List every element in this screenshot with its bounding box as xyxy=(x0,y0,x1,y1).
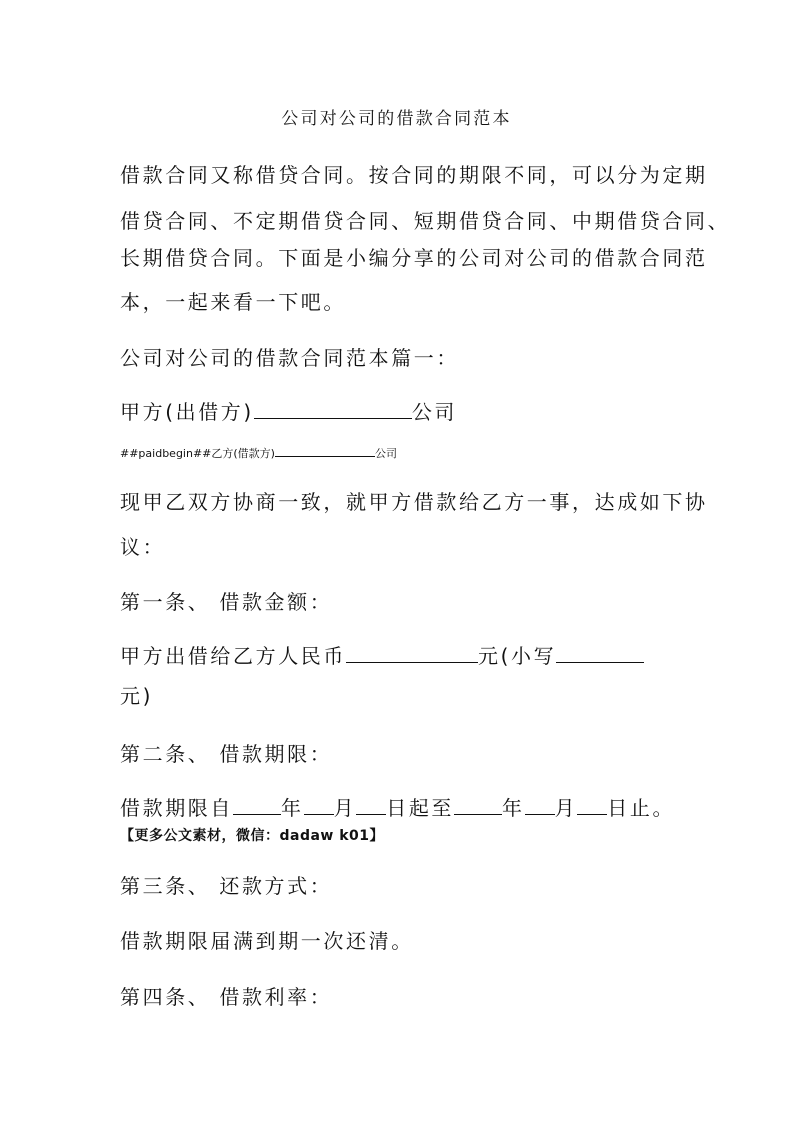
section-title: 公司对公司的借款合同范本篇一： xyxy=(120,346,459,370)
article2-term-line xyxy=(120,792,676,821)
start-year-label: 年 xyxy=(281,796,304,820)
end-month-label: 月 xyxy=(554,796,578,820)
start-year-blank xyxy=(233,794,281,815)
party-b-suffix: 公司 xyxy=(374,447,397,460)
party-b-line xyxy=(120,445,793,461)
party-b-blank xyxy=(275,445,375,457)
article4-heading: 第四条、 借款利率： xyxy=(120,985,333,1009)
agreement-line-2: 议： xyxy=(120,535,166,559)
paid-marker: ##paidbegin## xyxy=(120,447,212,460)
party-a-suffix: 公司 xyxy=(411,400,458,424)
term-prefix: 借款期限自 xyxy=(120,796,233,820)
end-day-blank xyxy=(577,794,607,815)
article1-heading: 第一条、 借款金额： xyxy=(120,590,333,614)
party-a-blank xyxy=(254,398,412,419)
promo-notice: 【更多公文素材，微信：dadaw k01】 xyxy=(120,828,385,844)
intro-line-3: 长期借贷合同。下面是小编分享的公司对公司的借款合同范 xyxy=(120,246,708,270)
end-month-blank xyxy=(525,794,555,815)
start-day-blank xyxy=(356,794,386,815)
start-day-label: 日起至 xyxy=(386,796,455,820)
end-year-label: 年 xyxy=(502,796,525,820)
intro-line-1: 借款合同又称借贷合同。按合同的期限不同，可以分为定期 xyxy=(120,163,708,187)
article1-amount-line-2: 元) xyxy=(120,684,154,708)
intro-line-2: 借贷合同、不定期借贷合同、短期借贷合同、中期借贷合同、 xyxy=(120,209,731,233)
party-b-label: 乙方(借款方) xyxy=(211,447,275,460)
end-year-blank xyxy=(454,794,502,815)
amount-blank xyxy=(346,642,478,663)
agreement-line-1: 现甲乙双方协商一致，就甲方借款给乙方一事，达成如下协 xyxy=(120,490,708,514)
party-a-label: 甲方(出借方) xyxy=(120,400,254,424)
end-day-label: 日止。 xyxy=(607,796,676,820)
article1-amount-line xyxy=(120,640,673,669)
start-month-blank xyxy=(304,794,334,815)
article2-heading: 第二条、 借款期限： xyxy=(120,742,333,766)
article1-text-b: 元(小写 xyxy=(478,644,557,668)
document-title: 公司对公司的借款合同范本 xyxy=(281,109,512,129)
amount-lower-blank xyxy=(556,642,644,663)
article3-heading: 第三条、 还款方式： xyxy=(120,874,333,898)
article1-text-a: 甲方出借给乙方人民币 xyxy=(120,644,346,668)
intro-line-4: 本，一起来看一下吧。 xyxy=(120,290,346,314)
article3-text: 借款期限届满到期一次还清。 xyxy=(120,929,414,953)
start-month-label: 月 xyxy=(333,796,357,820)
party-a-line xyxy=(120,396,673,425)
